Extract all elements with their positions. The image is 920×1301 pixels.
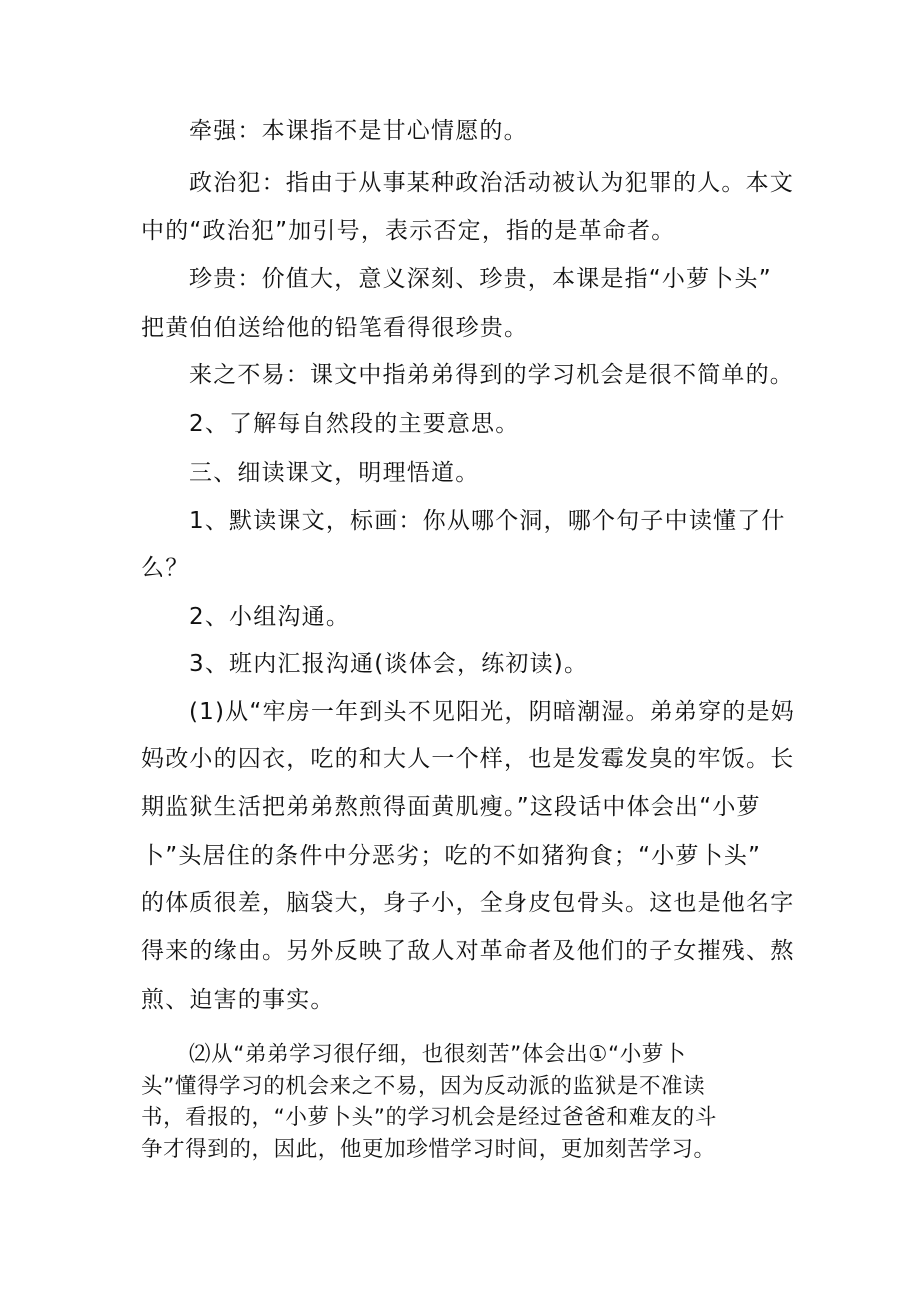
analysis-1-line-6: 得来的缘由。另外反映了敌人对革命者及他们的子女摧残、熬 [141, 938, 795, 964]
definition-zhengzhifan-line-2: 中的“政治犯”加引号，表示否定，指的是革命者。 [141, 218, 676, 244]
analysis-1-line-4: 卜”头居住的条件中分恶劣；吃的不如猪狗食；“小萝卜头” [141, 843, 762, 869]
step-3-class-report: 3、班内汇报沟通(谈体会，练初读)。 [189, 651, 589, 677]
step-2-group: 2、小组沟通。 [189, 604, 351, 630]
analysis-2-line-1: ⑵从“弟弟学习很仔细，也很刻苦”体会出①“小萝卜 [189, 1042, 687, 1067]
analysis-2-line-2: 头”懂得学习的机会来之不易，因为反动派的监狱是不准读 [141, 1074, 706, 1099]
step-2-paragraph-meaning: 2、了解每自然段的主要意思。 [189, 411, 520, 437]
analysis-1-line-2: 妈改小的囚衣，吃的和大人一个样，也是发霉发臭的牢饭。长 [141, 746, 795, 772]
analysis-1-line-3: 期监狱生活把弟弟熬煎得面黄肌瘦。”这段话中体会出“小萝 [141, 794, 761, 820]
analysis-2-line-3: 书，看报的，“小萝卜头”的学习机会是经过爸爸和难友的斗 [141, 1105, 717, 1130]
definition-zhengui-line-2: 把黄伯伯送给他的铅笔看得很珍贵。 [141, 315, 529, 341]
section-3-heading: 三、细读课文，明理悟道。 [189, 460, 480, 486]
analysis-1-line-5: 的体质很差，脑袋大，身子小，全身皮包骨头。这也是他名字 [141, 890, 795, 916]
step-1-line-1: 1、默读课文，标画：你从哪个洞，哪个句子中读懂了什 [189, 508, 786, 534]
analysis-2-line-4: 争才得到的，因此，他更加珍惜学习时间，更加刻苦学习。 [141, 1137, 716, 1162]
analysis-1-line-1: (1)从“牢房一年到头不见阳光，阴暗潮湿。弟弟穿的是妈 [189, 699, 795, 725]
analysis-1-line-7: 煎、迫害的事实。 [141, 987, 335, 1013]
definition-qianqiang: 牵强：本课指不是甘心情愿的。 [189, 118, 528, 144]
definition-zhengui-line-1: 珍贵：价值大，意义深刻、珍贵，本课是指“小萝卜头” [189, 266, 772, 292]
definition-zhengzhifan-line-1: 政治犯：指由于从事某种政治活动被认为犯罪的人。本文 [189, 170, 794, 196]
definition-laizhibuyi: 来之不易：课文中指弟弟得到的学习机会是很不简单的。 [189, 362, 794, 388]
step-1-line-2: 么？ [141, 555, 190, 581]
